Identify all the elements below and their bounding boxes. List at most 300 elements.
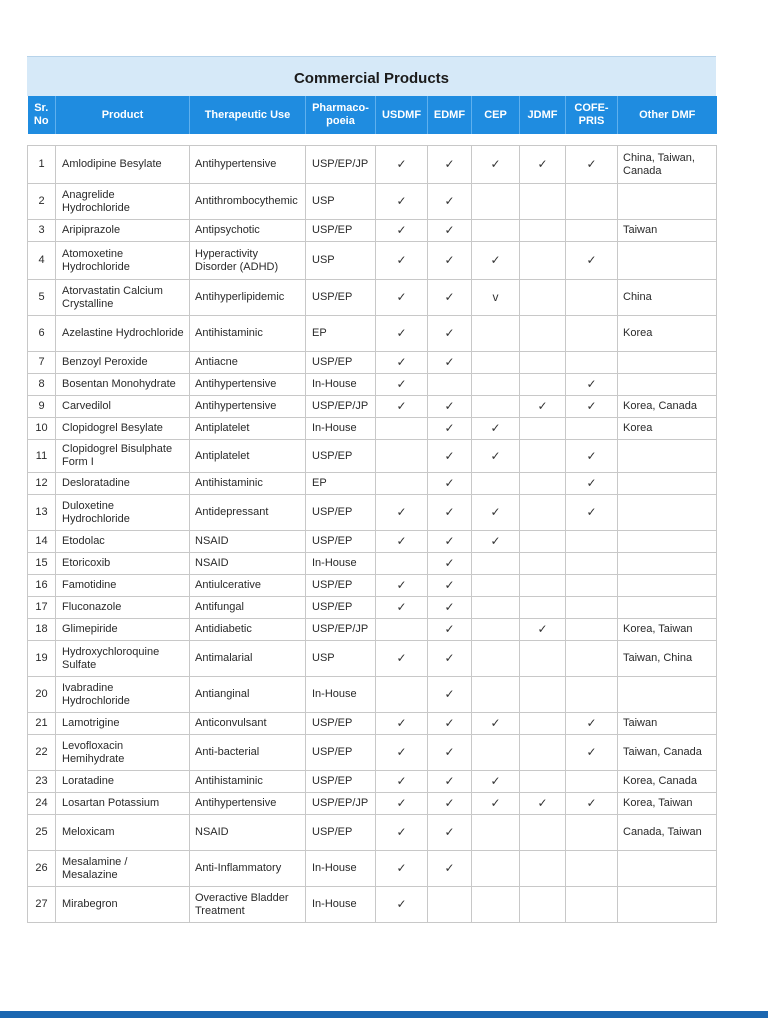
other-dmf-cell: Taiwan — [618, 713, 717, 735]
cep-cell: ✓ — [472, 440, 520, 473]
table-row — [28, 242, 717, 280]
therapeutic-use-cell: Antiplatelet — [190, 440, 306, 473]
jdmf-cell — [520, 280, 566, 316]
product-cell: Etodolac — [56, 531, 190, 553]
edmf-cell: ✓ — [428, 771, 472, 793]
therapeutic-use-cell: Antihistaminic — [190, 473, 306, 495]
cofepris-cell — [566, 619, 618, 641]
cofepris-cell — [566, 641, 618, 677]
jdmf-cell: ✓ — [520, 146, 566, 184]
cofepris-cell — [566, 418, 618, 440]
sr-no-cell: 17 — [28, 597, 56, 619]
usdmf-cell — [376, 440, 428, 473]
jdmf-cell: ✓ — [520, 396, 566, 418]
cofepris-cell: ✓ — [566, 396, 618, 418]
pharmacopoeia-cell: USP/EP — [306, 440, 376, 473]
product-cell: Amlodipine Besylate — [56, 146, 190, 184]
therapeutic-use-cell: Anticonvulsant — [190, 713, 306, 735]
therapeutic-use-cell: Antifungal — [190, 597, 306, 619]
edmf-cell — [428, 887, 472, 923]
product-cell: Atomoxetine Hydrochloride — [56, 242, 190, 280]
pharmacopoeia-cell: In-House — [306, 851, 376, 887]
other-dmf-cell — [618, 575, 717, 597]
product-cell: Azelastine Hydrochloride — [56, 316, 190, 352]
other-dmf-cell: Taiwan — [618, 220, 717, 242]
product-cell: Mesalamine / Mesalazine — [56, 851, 190, 887]
cofepris-cell — [566, 771, 618, 793]
therapeutic-use-cell: Antianginal — [190, 677, 306, 713]
other-dmf-cell — [618, 242, 717, 280]
pharmacopoeia-cell: USP/EP — [306, 713, 376, 735]
sr-no-cell: 2 — [28, 184, 56, 220]
usdmf-cell — [376, 677, 428, 713]
usdmf-cell — [376, 619, 428, 641]
product-cell: Etoricoxib — [56, 553, 190, 575]
cep-cell — [472, 735, 520, 771]
cep-cell — [472, 597, 520, 619]
table-title: Commercial Products — [27, 56, 716, 96]
usdmf-cell: ✓ — [376, 793, 428, 815]
sr-no-cell: 20 — [28, 677, 56, 713]
cep-cell — [472, 316, 520, 352]
jdmf-cell: ✓ — [520, 793, 566, 815]
cep-cell: ✓ — [472, 146, 520, 184]
usdmf-cell: ✓ — [376, 815, 428, 851]
other-dmf-cell: Korea — [618, 418, 717, 440]
other-dmf-cell — [618, 597, 717, 619]
pharmacopoeia-cell: USP/EP — [306, 280, 376, 316]
table-row — [28, 641, 717, 677]
cofepris-cell — [566, 220, 618, 242]
table-row — [28, 374, 717, 396]
jdmf-cell — [520, 887, 566, 923]
sr-no-cell: 10 — [28, 418, 56, 440]
header-jdmf: JDMF — [520, 96, 566, 134]
usdmf-cell: ✓ — [376, 396, 428, 418]
table-row — [28, 280, 717, 316]
edmf-cell: ✓ — [428, 597, 472, 619]
therapeutic-use-cell: Antihistaminic — [190, 316, 306, 352]
sr-no-cell: 4 — [28, 242, 56, 280]
table-row — [28, 713, 717, 735]
cofepris-cell — [566, 316, 618, 352]
table-header — [28, 96, 717, 134]
jdmf-cell — [520, 771, 566, 793]
sr-no-cell: 18 — [28, 619, 56, 641]
product-cell: Clopidogrel Bisulphate Form I — [56, 440, 190, 473]
table-row — [28, 575, 717, 597]
product-cell: Aripiprazole — [56, 220, 190, 242]
cep-cell — [472, 851, 520, 887]
product-cell: Desloratadine — [56, 473, 190, 495]
other-dmf-cell — [618, 495, 717, 531]
pharmacopoeia-cell: In-House — [306, 374, 376, 396]
sr-no-cell: 1 — [28, 146, 56, 184]
therapeutic-use-cell: Antidepressant — [190, 495, 306, 531]
other-dmf-cell — [618, 851, 717, 887]
jdmf-cell — [520, 851, 566, 887]
pharmacopoeia-cell: USP/EP/JP — [306, 619, 376, 641]
other-dmf-cell: Korea — [618, 316, 717, 352]
table-row — [28, 735, 717, 771]
table-row — [28, 146, 717, 184]
jdmf-cell — [520, 440, 566, 473]
sr-no-cell: 6 — [28, 316, 56, 352]
product-cell: Duloxetine Hydrochloride — [56, 495, 190, 531]
sr-no-cell: 11 — [28, 440, 56, 473]
product-cell: Losartan Potassium — [56, 793, 190, 815]
footer-bar — [0, 1011, 768, 1018]
cofepris-cell: ✓ — [566, 440, 618, 473]
jdmf-cell — [520, 531, 566, 553]
cep-cell: ✓ — [472, 793, 520, 815]
usdmf-cell — [376, 553, 428, 575]
pharmacopoeia-cell: USP/EP/JP — [306, 146, 376, 184]
cep-cell: ✓ — [472, 242, 520, 280]
sr-no-cell: 12 — [28, 473, 56, 495]
pharmacopoeia-cell: In-House — [306, 553, 376, 575]
header-pharmacopoeia: Pharmaco-poeia — [306, 96, 376, 134]
cep-cell — [472, 641, 520, 677]
therapeutic-use-cell: Antipsychotic — [190, 220, 306, 242]
cep-cell — [472, 887, 520, 923]
therapeutic-use-cell: Hyperactivity Disorder (ADHD) — [190, 242, 306, 280]
therapeutic-use-cell: Antihyperlipidemic — [190, 280, 306, 316]
table-row — [28, 815, 717, 851]
header-usdmf: USDMF — [376, 96, 428, 134]
sr-no-cell: 13 — [28, 495, 56, 531]
cep-cell — [472, 184, 520, 220]
sr-no-cell: 27 — [28, 887, 56, 923]
usdmf-cell: ✓ — [376, 184, 428, 220]
edmf-cell: ✓ — [428, 352, 472, 374]
product-cell: Glimepiride — [56, 619, 190, 641]
table-row — [28, 184, 717, 220]
usdmf-cell: ✓ — [376, 242, 428, 280]
table-row — [28, 396, 717, 418]
cofepris-cell — [566, 887, 618, 923]
product-cell: Levofloxacin Hemihydrate — [56, 735, 190, 771]
jdmf-cell — [520, 553, 566, 575]
sr-no-cell: 23 — [28, 771, 56, 793]
pharmacopoeia-cell: USP/EP — [306, 575, 376, 597]
pharmacopoeia-cell: In-House — [306, 887, 376, 923]
edmf-cell: ✓ — [428, 677, 472, 713]
therapeutic-use-cell: Anti-bacterial — [190, 735, 306, 771]
sr-no-cell: 14 — [28, 531, 56, 553]
cep-cell — [472, 677, 520, 713]
table-row — [28, 887, 717, 923]
sr-no-cell: 8 — [28, 374, 56, 396]
therapeutic-use-cell: Antidiabetic — [190, 619, 306, 641]
other-dmf-cell — [618, 352, 717, 374]
usdmf-cell: ✓ — [376, 641, 428, 677]
jdmf-cell — [520, 495, 566, 531]
product-cell: Benzoyl Peroxide — [56, 352, 190, 374]
edmf-cell: ✓ — [428, 553, 472, 575]
cep-cell: v — [472, 280, 520, 316]
cofepris-cell — [566, 677, 618, 713]
product-cell: Atorvastatin Calcium Crystalline — [56, 280, 190, 316]
sr-no-cell: 5 — [28, 280, 56, 316]
usdmf-cell: ✓ — [376, 220, 428, 242]
edmf-cell: ✓ — [428, 735, 472, 771]
header-cofepris: COFE-PRIS — [566, 96, 618, 134]
product-cell: Ivabradine Hydrochloride — [56, 677, 190, 713]
cofepris-cell — [566, 851, 618, 887]
sr-no-cell: 15 — [28, 553, 56, 575]
usdmf-cell: ✓ — [376, 735, 428, 771]
sr-no-cell: 21 — [28, 713, 56, 735]
cep-cell — [472, 220, 520, 242]
edmf-cell: ✓ — [428, 619, 472, 641]
other-dmf-cell: Korea, Taiwan — [618, 619, 717, 641]
table-row — [28, 418, 717, 440]
therapeutic-use-cell: Antiplatelet — [190, 418, 306, 440]
other-dmf-cell: Canada, Taiwan — [618, 815, 717, 851]
cep-cell — [472, 352, 520, 374]
sr-no-cell: 22 — [28, 735, 56, 771]
table-body — [28, 134, 717, 923]
table-row — [28, 352, 717, 374]
jdmf-cell — [520, 374, 566, 396]
other-dmf-cell: Korea, Canada — [618, 396, 717, 418]
cep-cell — [472, 396, 520, 418]
edmf-cell: ✓ — [428, 713, 472, 735]
therapeutic-use-cell: Antihypertensive — [190, 793, 306, 815]
jdmf-cell — [520, 713, 566, 735]
pharmacopoeia-cell: USP — [306, 641, 376, 677]
jdmf-cell — [520, 184, 566, 220]
therapeutic-use-cell: Anti-Inflammatory — [190, 851, 306, 887]
edmf-cell: ✓ — [428, 440, 472, 473]
product-cell: Carvedilol — [56, 396, 190, 418]
usdmf-cell — [376, 418, 428, 440]
header-other-dmf: Other DMF — [618, 96, 717, 134]
sr-no-cell: 7 — [28, 352, 56, 374]
other-dmf-cell: China, Taiwan, Canada — [618, 146, 717, 184]
cep-cell: ✓ — [472, 713, 520, 735]
sr-no-cell: 24 — [28, 793, 56, 815]
cep-cell — [472, 619, 520, 641]
cofepris-cell: ✓ — [566, 735, 618, 771]
pharmacopoeia-cell: USP — [306, 184, 376, 220]
commercial-products-sheet — [27, 56, 716, 923]
sr-no-cell: 26 — [28, 851, 56, 887]
usdmf-cell: ✓ — [376, 771, 428, 793]
edmf-cell: ✓ — [428, 793, 472, 815]
header-spacer — [28, 134, 717, 146]
pharmacopoeia-cell: USP/EP/JP — [306, 396, 376, 418]
pharmacopoeia-cell: USP/EP — [306, 531, 376, 553]
products-table — [27, 96, 717, 923]
edmf-cell: ✓ — [428, 316, 472, 352]
usdmf-cell — [376, 473, 428, 495]
therapeutic-use-cell: NSAID — [190, 815, 306, 851]
therapeutic-use-cell: Antihypertensive — [190, 374, 306, 396]
jdmf-cell — [520, 575, 566, 597]
therapeutic-use-cell: NSAID — [190, 531, 306, 553]
header-cep: CEP — [472, 96, 520, 134]
product-cell: Hydroxychloroquine Sulfate — [56, 641, 190, 677]
jdmf-cell — [520, 242, 566, 280]
product-cell: Lamotrigine — [56, 713, 190, 735]
pharmacopoeia-cell: USP/EP — [306, 597, 376, 619]
pharmacopoeia-cell: USP/EP — [306, 771, 376, 793]
therapeutic-use-cell: Antihypertensive — [190, 146, 306, 184]
cofepris-cell — [566, 184, 618, 220]
usdmf-cell: ✓ — [376, 374, 428, 396]
edmf-cell: ✓ — [428, 396, 472, 418]
jdmf-cell — [520, 220, 566, 242]
header-product: Product — [56, 96, 190, 134]
product-cell: Clopidogrel Besylate — [56, 418, 190, 440]
sr-no-cell: 25 — [28, 815, 56, 851]
edmf-cell: ✓ — [428, 641, 472, 677]
product-cell: Loratadine — [56, 771, 190, 793]
cep-cell: ✓ — [472, 418, 520, 440]
cep-cell — [472, 575, 520, 597]
product-cell: Famotidine — [56, 575, 190, 597]
product-cell: Mirabegron — [56, 887, 190, 923]
other-dmf-cell — [618, 473, 717, 495]
cofepris-cell: ✓ — [566, 374, 618, 396]
table-row — [28, 851, 717, 887]
usdmf-cell: ✓ — [376, 575, 428, 597]
sr-no-cell: 9 — [28, 396, 56, 418]
usdmf-cell: ✓ — [376, 316, 428, 352]
cofepris-cell: ✓ — [566, 495, 618, 531]
other-dmf-cell — [618, 677, 717, 713]
other-dmf-cell — [618, 887, 717, 923]
sr-no-cell: 19 — [28, 641, 56, 677]
usdmf-cell: ✓ — [376, 495, 428, 531]
usdmf-cell: ✓ — [376, 597, 428, 619]
edmf-cell: ✓ — [428, 242, 472, 280]
cofepris-cell — [566, 575, 618, 597]
therapeutic-use-cell: Overactive Bladder Treatment — [190, 887, 306, 923]
table-row — [28, 531, 717, 553]
other-dmf-cell: Korea, Canada — [618, 771, 717, 793]
therapeutic-use-cell: Antimalarial — [190, 641, 306, 677]
therapeutic-use-cell: NSAID — [190, 553, 306, 575]
table-row — [28, 619, 717, 641]
edmf-cell: ✓ — [428, 280, 472, 316]
pharmacopoeia-cell: USP/EP — [306, 495, 376, 531]
usdmf-cell: ✓ — [376, 713, 428, 735]
cep-cell — [472, 473, 520, 495]
edmf-cell: ✓ — [428, 220, 472, 242]
table-row — [28, 316, 717, 352]
cofepris-cell: ✓ — [566, 713, 618, 735]
cofepris-cell — [566, 280, 618, 316]
other-dmf-cell: China — [618, 280, 717, 316]
usdmf-cell: ✓ — [376, 851, 428, 887]
jdmf-cell — [520, 316, 566, 352]
cep-cell — [472, 553, 520, 575]
usdmf-cell: ✓ — [376, 531, 428, 553]
edmf-cell: ✓ — [428, 531, 472, 553]
cofepris-cell: ✓ — [566, 793, 618, 815]
therapeutic-use-cell: Antihistaminic — [190, 771, 306, 793]
sr-no-cell: 16 — [28, 575, 56, 597]
other-dmf-cell — [618, 374, 717, 396]
jdmf-cell — [520, 597, 566, 619]
pharmacopoeia-cell: EP — [306, 473, 376, 495]
therapeutic-use-cell: Antiulcerative — [190, 575, 306, 597]
table-row — [28, 473, 717, 495]
header-edmf: EDMF — [428, 96, 472, 134]
cofepris-cell — [566, 531, 618, 553]
edmf-cell: ✓ — [428, 184, 472, 220]
jdmf-cell — [520, 815, 566, 851]
edmf-cell: ✓ — [428, 575, 472, 597]
cofepris-cell: ✓ — [566, 242, 618, 280]
pharmacopoeia-cell: USP/EP — [306, 815, 376, 851]
other-dmf-cell — [618, 553, 717, 575]
table-row — [28, 495, 717, 531]
header-row — [28, 96, 717, 134]
cep-cell — [472, 815, 520, 851]
other-dmf-cell — [618, 184, 717, 220]
table-row — [28, 220, 717, 242]
cofepris-cell — [566, 597, 618, 619]
jdmf-cell — [520, 677, 566, 713]
table-row — [28, 793, 717, 815]
cofepris-cell — [566, 553, 618, 575]
usdmf-cell: ✓ — [376, 146, 428, 184]
cofepris-cell: ✓ — [566, 146, 618, 184]
cep-cell: ✓ — [472, 531, 520, 553]
pharmacopoeia-cell: USP/EP — [306, 220, 376, 242]
edmf-cell — [428, 374, 472, 396]
edmf-cell: ✓ — [428, 473, 472, 495]
edmf-cell: ✓ — [428, 851, 472, 887]
table-row — [28, 677, 717, 713]
pharmacopoeia-cell: USP/EP — [306, 735, 376, 771]
header-sr-no: Sr. No — [28, 96, 56, 134]
product-cell: Bosentan Monohydrate — [56, 374, 190, 396]
edmf-cell: ✓ — [428, 495, 472, 531]
pharmacopoeia-cell: In-House — [306, 418, 376, 440]
jdmf-cell — [520, 473, 566, 495]
jdmf-cell — [520, 641, 566, 677]
jdmf-cell — [520, 418, 566, 440]
usdmf-cell: ✓ — [376, 352, 428, 374]
other-dmf-cell: Korea, Taiwan — [618, 793, 717, 815]
edmf-cell: ✓ — [428, 418, 472, 440]
therapeutic-use-cell: Antihypertensive — [190, 396, 306, 418]
cep-cell — [472, 374, 520, 396]
usdmf-cell: ✓ — [376, 280, 428, 316]
sr-no-cell: 3 — [28, 220, 56, 242]
product-cell: Meloxicam — [56, 815, 190, 851]
edmf-cell: ✓ — [428, 815, 472, 851]
jdmf-cell — [520, 735, 566, 771]
cep-cell: ✓ — [472, 495, 520, 531]
cofepris-cell — [566, 815, 618, 851]
edmf-cell: ✓ — [428, 146, 472, 184]
table-row — [28, 553, 717, 575]
therapeutic-use-cell: Antiacne — [190, 352, 306, 374]
product-cell: Fluconazole — [56, 597, 190, 619]
other-dmf-cell — [618, 440, 717, 473]
other-dmf-cell: Taiwan, China — [618, 641, 717, 677]
table-row — [28, 597, 717, 619]
cep-cell: ✓ — [472, 771, 520, 793]
pharmacopoeia-cell: USP/EP — [306, 352, 376, 374]
pharmacopoeia-cell: USP — [306, 242, 376, 280]
